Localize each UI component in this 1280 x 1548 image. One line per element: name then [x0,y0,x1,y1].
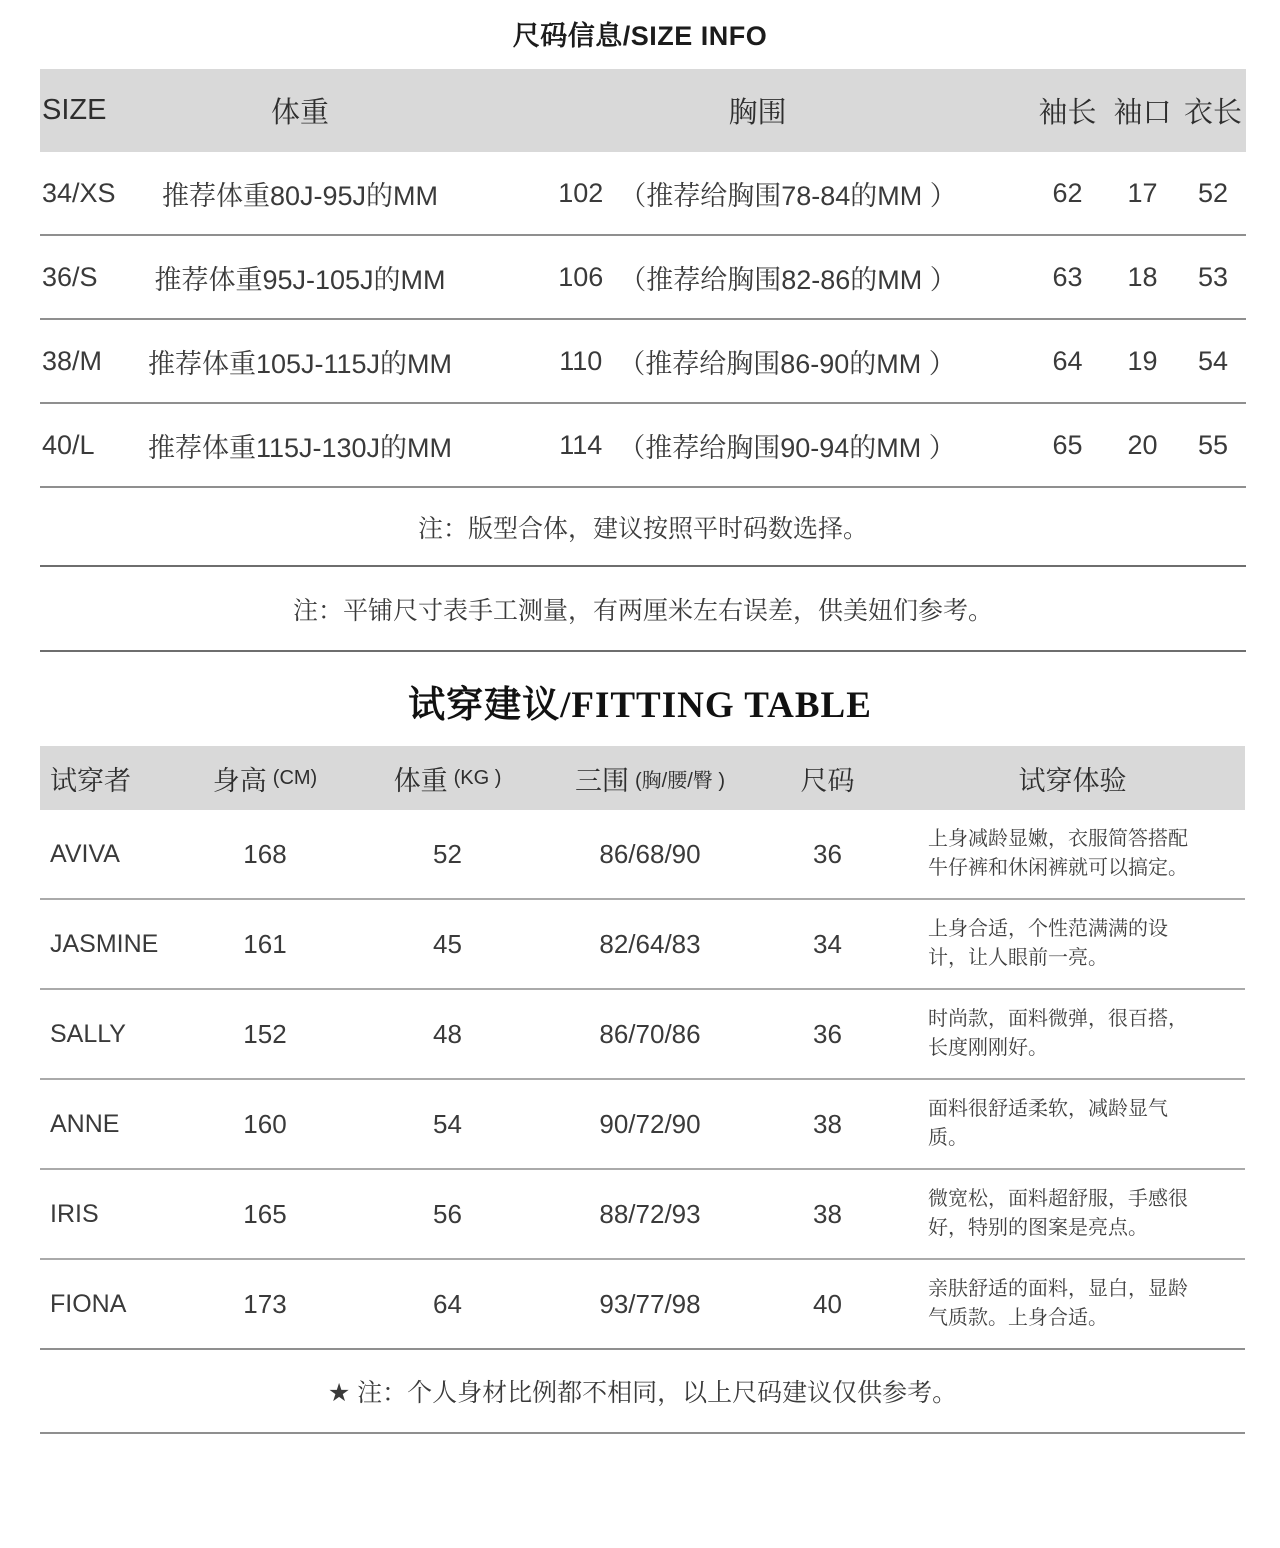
col-header-cuff: 袖口 [1113,97,1172,129]
size-cell: 36/S [42,261,98,292]
sleeve-length-cell: 63 [1052,261,1083,292]
size-table-row [40,236,1246,320]
bust-value: 110 [559,345,603,376]
model-name-cell: JASMINE [50,929,159,958]
col-header-weight: 体重 [270,97,329,129]
col-header-size-code: 尺码 [800,765,855,796]
col-header-measurements [545,759,755,798]
fitting-footnote: ★ 注：个人身材比例都不相同，以上尺码建议仅供参考。 [40,1350,1245,1434]
weight-cell: 56 [433,1198,462,1229]
fitting-table-row [40,1080,1245,1170]
size-code-cell: 38 [813,1108,842,1139]
bust-value: 114 [559,429,603,460]
bust-note: （推荐给胸围90-94的MM ） [618,432,956,463]
height-cell: 152 [243,1018,287,1049]
weight-cell: 45 [433,928,462,959]
fitting-table-row [40,1170,1245,1260]
size-code-cell: 36 [813,838,842,869]
measurements-unit-label: (胸/腰/臀 ) [635,769,725,792]
weight-recommendation-cell: 推荐体重80J-95J的MM [161,180,439,211]
weight-cell: 54 [433,1108,462,1139]
weight-cell: 52 [433,838,462,869]
cuff-cell: 17 [1127,177,1158,208]
fitting-table-header [40,746,1245,810]
model-name-cell: IRIS [50,1199,99,1228]
height-cell: 168 [243,838,287,869]
weight-recommendation-cell: 推荐体重95J-105J的MM [154,264,446,295]
fitting-table-row [40,900,1245,990]
bust-cell [485,174,1030,213]
height-cell: 161 [243,928,287,959]
size-code-cell: 38 [813,1198,842,1229]
weight-recommendation-cell: 推荐体重115J-130J的MM [147,432,453,463]
size-code-cell: 40 [813,1288,842,1319]
model-name-cell: ANNE [50,1109,120,1138]
model-name-cell: SALLY [50,1019,126,1048]
cuff-cell: 18 [1127,261,1158,292]
bust-cell [485,258,1030,297]
bust-note: （推荐给胸围78-84的MM ） [619,180,957,211]
weight-label: 体重 [393,765,448,796]
experience-cell [900,915,1245,973]
bust-value: 106 [558,261,604,292]
height-unit-label: (CM) [272,766,318,789]
weight-unit-label: (KG ) [453,766,502,789]
col-header-weight-kg [350,759,545,798]
size-table-row [40,152,1246,236]
garment-length-cell: 54 [1197,345,1229,376]
experience-cell [900,825,1245,883]
bust-cell [485,342,1030,381]
height-label: 身高 [212,765,267,796]
bust-note: （推荐给胸围82-86的MM ） [619,264,957,295]
size-cell: 40/L [42,429,95,460]
size-note-measure: 注：平铺尺寸表手工测量，有两厘米左右误差，供美妞们参考。 [40,567,1246,652]
weight-cell: 64 [433,1288,462,1319]
garment-length-cell: 52 [1197,177,1229,208]
size-table-row [40,404,1246,488]
size-note-fit: 注：版型合体，建议按照平时码数选择。 [40,488,1246,567]
col-header-size: SIZE [42,94,107,126]
weight-cell: 48 [433,1018,462,1049]
sleeve-length-cell: 65 [1052,429,1083,460]
experience-cell [900,1005,1245,1063]
size-code-cell: 36 [813,1018,842,1049]
fitting-table-body [40,810,1245,1350]
measurements-cell: 90/72/90 [599,1108,701,1139]
measurements-cell: 93/77/98 [599,1288,701,1319]
size-table-row [40,320,1246,404]
garment-length-cell: 55 [1197,429,1229,460]
col-header-bust: 胸围 [728,97,787,129]
experience-text: 时尚款，面料微弹，很百搭，长度刚刚好。 [928,1008,1188,1059]
weight-recommendation-cell: 推荐体重105J-115J的MM [147,348,453,379]
fitting-table-row [40,810,1245,900]
size-info-table-body [40,152,1246,488]
experience-text: 亲肤舒适的面料，显白，显龄气质款。上身合适。 [928,1278,1188,1329]
experience-text: 面料很舒适柔软，减龄显气质。 [928,1098,1168,1149]
height-cell: 173 [243,1288,287,1319]
experience-text: 上身减龄显嫩，衣服简答搭配牛仔裤和休闲裤就可以搞定。 [928,828,1188,879]
measurements-cell: 82/64/83 [599,928,701,959]
measurements-cell: 86/68/90 [599,838,701,869]
fitting-table-row [40,990,1245,1080]
fitting-table-row [40,1260,1245,1350]
experience-cell [900,1185,1245,1243]
fitting-table [40,746,1245,1434]
height-cell: 160 [243,1108,287,1139]
col-header-model: 试穿者 [50,765,131,796]
experience-cell [900,1275,1245,1333]
size-info-table-header [40,69,1246,152]
experience-text: 微宽松，面料超舒服，手感很好，特别的图案是亮点。 [928,1188,1188,1239]
measurements-label: 三围 [575,765,629,796]
height-cell: 165 [243,1198,287,1229]
measurements-cell: 86/70/86 [599,1018,701,1049]
col-header-experience: 试穿体验 [1018,765,1127,796]
size-cell: 34/XS [42,177,116,208]
size-code-cell: 34 [813,928,842,959]
model-name-cell: FIONA [50,1289,127,1318]
bust-cell [485,426,1030,465]
size-info-title: 尺码信息/SIZE INFO [512,21,768,51]
bust-value: 102 [558,177,604,208]
col-header-height [180,759,350,798]
bust-note: （推荐给胸围86-90的MM ） [618,348,956,379]
col-header-garment-length: 衣长 [1183,97,1242,129]
model-name-cell: AVIVA [50,839,120,868]
experience-cell [900,1095,1245,1153]
experience-text: 上身合适，个性范满满的设计，让人眼前一亮。 [928,918,1168,969]
garment-length-cell: 53 [1197,261,1229,292]
sleeve-length-cell: 64 [1052,345,1083,376]
sleeve-length-cell: 62 [1052,177,1083,208]
cuff-cell: 20 [1127,429,1158,460]
cuff-cell: 19 [1127,345,1158,376]
size-info-table [40,69,1246,652]
col-header-sleeve-length: 袖长 [1038,97,1097,129]
measurements-cell: 88/72/93 [599,1198,701,1229]
size-cell: 38/M [42,345,103,376]
fitting-table-title: 试穿建议/FITTING TABLE [408,685,872,726]
